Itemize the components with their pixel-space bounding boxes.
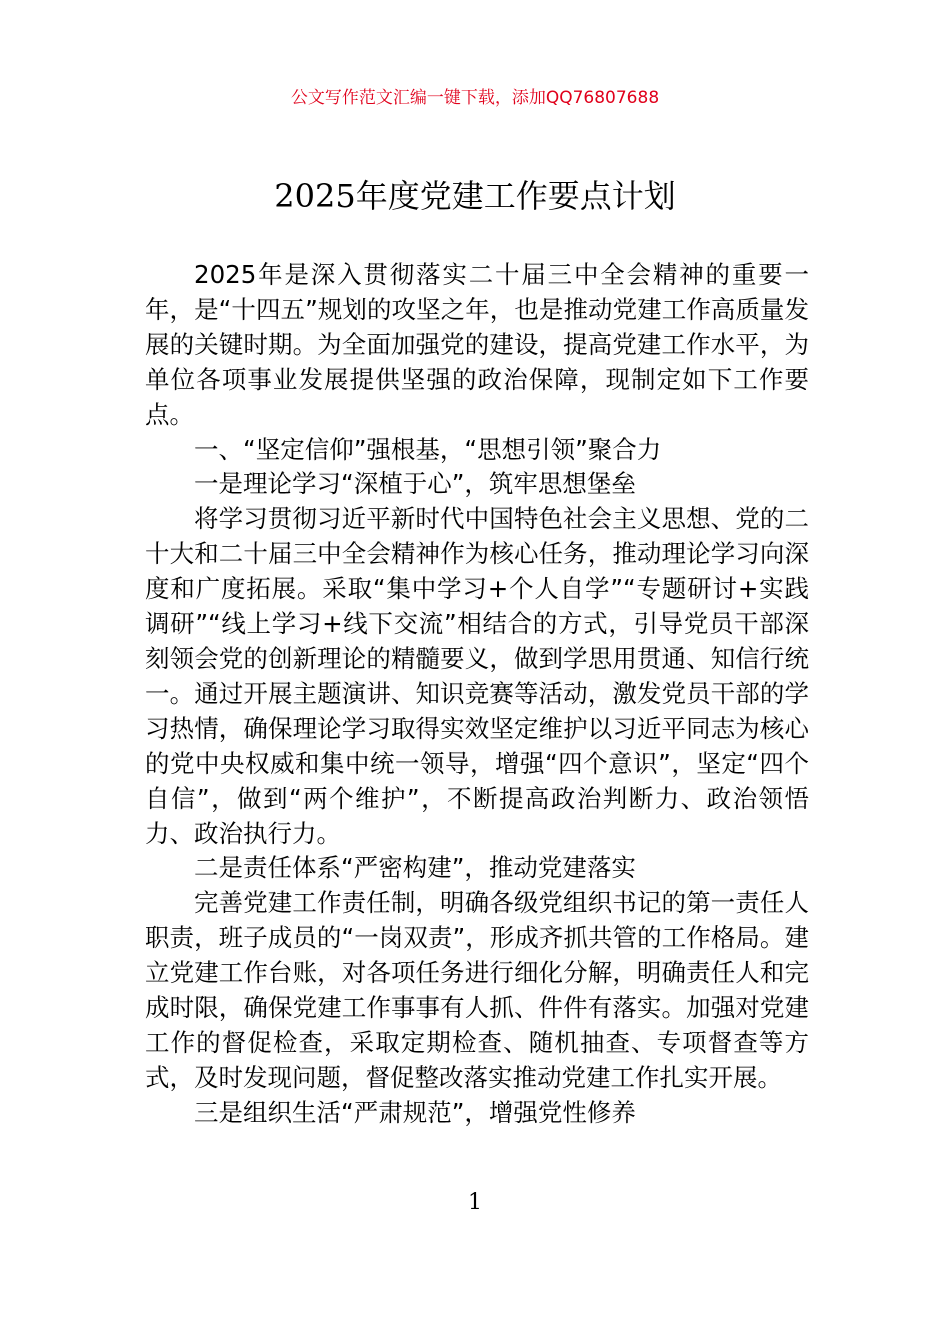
subsection-heading: 三是组织生活“严肃规范”，增强党性修养 (194, 1097, 636, 1127)
document-body (145, 258, 809, 1131)
intro-paragraph: 2025年是深入贯彻落实二十届三中全会精神的重要一年，是“十四五”规划的攻坚之年，也是推动党建工作高质量发展的关键时期。为全面加强党的建设，提高党建工作水平，为单位各项事业发展提供坚强的政治保障，现制定如下工作要点。 (145, 260, 809, 429)
section-heading: 一、“坚定信仰”强根基，“思想引领”聚合力 (194, 434, 662, 464)
document-title: 2025年度党建工作要点计划 (274, 177, 676, 215)
body-paragraph: 完善党建工作责任制，明确各级党组织书记的第一责任人职责，班子成员的“一岗双责”，形成齐抓共管的工作格局。建立党建工作台账，对各项任务进行细化分解，明确责任人和完成时限，确保党建工作事事有人抓、件件有落实。加强对党建工作的督促检查，采取定期检查、随机抽查、专项督查等方式，及时发现问题，督促整改落实推动党建工作扎实开展。 (145, 888, 809, 1092)
page-number: 1 (468, 1190, 482, 1215)
subsection-heading: 一是理论学习“深植于心”，筑牢思想堡垒 (194, 469, 636, 499)
body-paragraph: 将学习贯彻习近平新时代中国特色社会主义思想、党的二十大和二十届三中全会精神作为核心任务，推动理论学习向深度和广度拓展。采取“集中学习+个人自学”“专题研讨+实践调研”“线上学习+线下交流”相结合的方式，引导党员干部深刻领会党的创新理论的精髓要义，做到学思用贯通、知信行统一。通过开展主题演讲、知识竞赛等活动，激发党员干部的学习热情，确保理论学习取得实效坚定维护以习近平同志为核心的党中央权威和集中统一领导，增强“四个意识”，坚定“四个自信”，做到“两个维护”，不断提高政治判断力、政治领悟力、政治执行力。 (145, 504, 809, 848)
download-notice: 公文写作范文汇编一键下载，添加QQ76807688 (290, 88, 660, 108)
subsection-heading: 二是责任体系“严密构建”，推动党建落实 (194, 853, 636, 883)
